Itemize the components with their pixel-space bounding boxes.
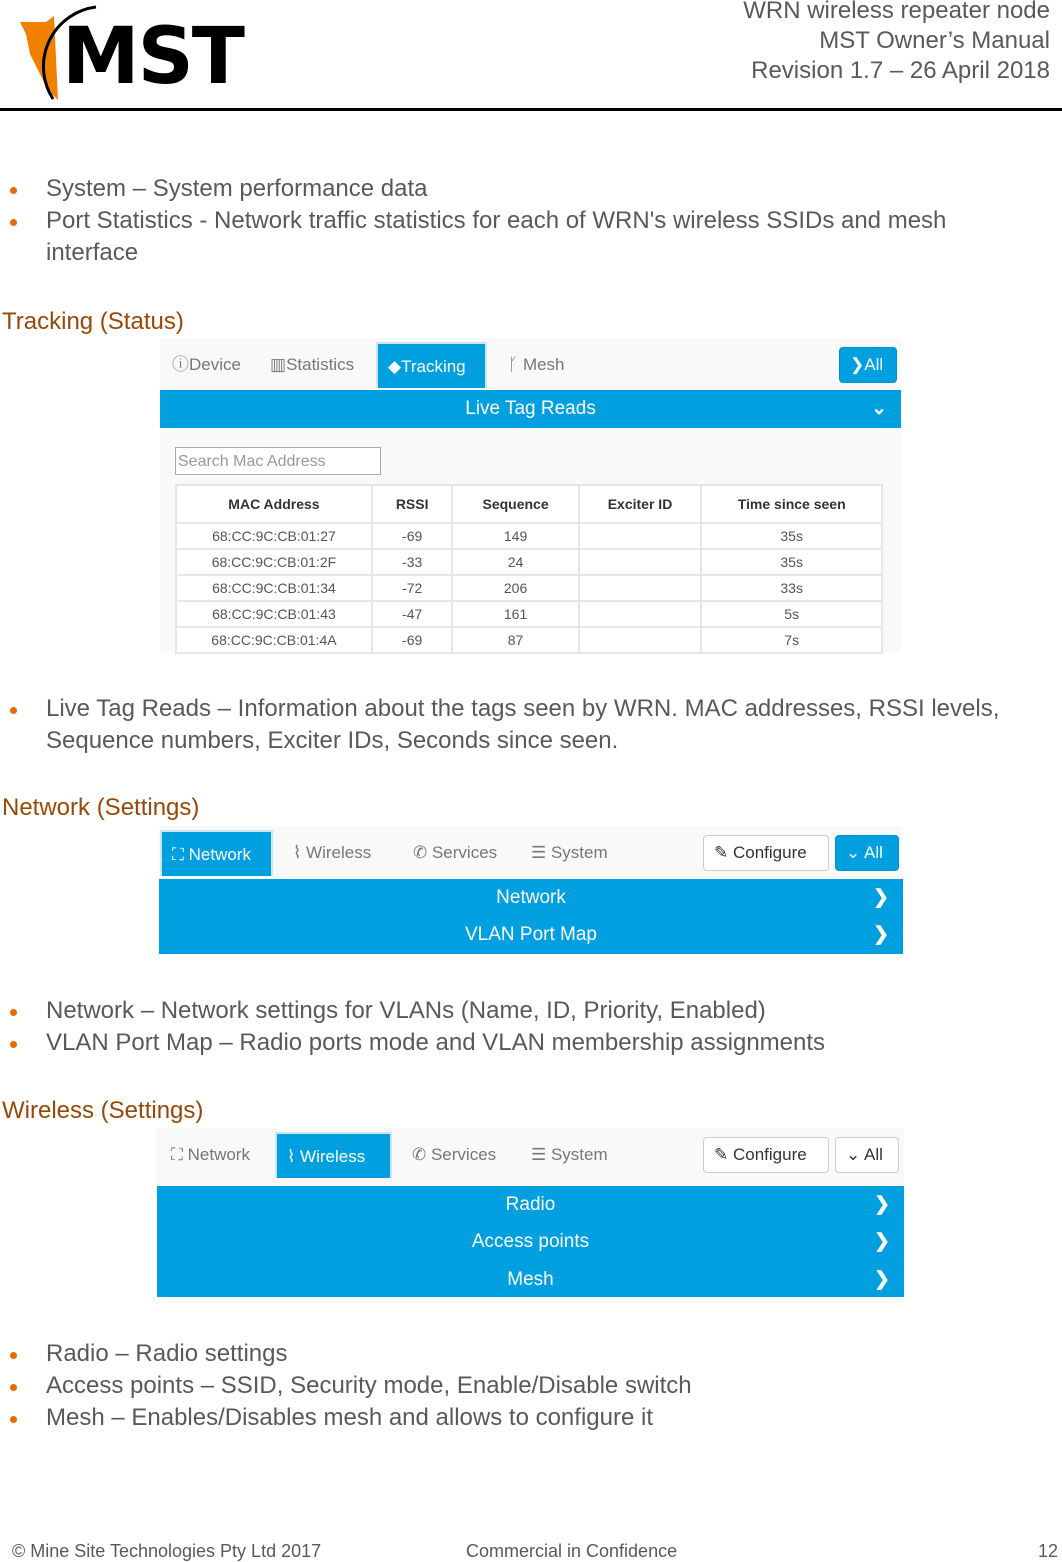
section-heading: Network (Settings) — [2, 794, 200, 821]
list-item: VLAN Port Map – Radio ports mode and VLAN membership assignments — [0, 1027, 1050, 1059]
table-cell: 33s — [701, 575, 882, 601]
table-row — [176, 523, 882, 549]
sitemap-icon: ⛶ — [172, 845, 189, 864]
section-heading: Tracking (Status) — [2, 308, 184, 335]
wireless-screenshot — [157, 1128, 904, 1297]
button-label: All — [864, 355, 884, 374]
bullet-list — [0, 173, 1050, 269]
rss-icon: ⌇ — [287, 1147, 301, 1166]
panel-vlan-port-map[interactable] — [159, 916, 903, 954]
section-heading: Wireless (Settings) — [2, 1097, 204, 1124]
header-revision: Revision 1.7 – 26 April 2018 — [751, 57, 1050, 84]
header-title: WRN wireless repeater node — [743, 0, 1050, 24]
tab-label: Services — [431, 843, 498, 862]
table-cell — [579, 575, 702, 601]
chevron-right-icon: ❯ — [873, 887, 889, 908]
tab-statistics[interactable] — [260, 342, 364, 388]
panel-title: Live Tag Reads — [465, 398, 596, 419]
phone-icon: ✆ — [412, 1145, 431, 1164]
page-number: 12 — [1037, 1541, 1058, 1561]
tab-label: Device — [189, 355, 241, 374]
table-cell: -69 — [372, 627, 453, 653]
tab-tracking[interactable] — [376, 342, 487, 388]
tab-label: Services — [430, 1145, 497, 1164]
tab-wireless[interactable] — [275, 1132, 392, 1178]
tab-label: Statistics — [286, 355, 355, 374]
tab-system[interactable] — [521, 1132, 618, 1178]
column-header[interactable]: Exciter ID — [579, 485, 702, 523]
tab-label: Tracking — [401, 357, 466, 376]
panel-radio[interactable] — [157, 1186, 904, 1224]
table-row — [176, 575, 882, 601]
chevron-right-icon: ❯ — [874, 1231, 890, 1252]
all-button[interactable] — [835, 1137, 899, 1173]
table-cell: 7s — [701, 627, 882, 653]
tab-system[interactable] — [521, 830, 618, 876]
table-cell: 68:CC:9C:CB:01:34 — [176, 575, 372, 601]
tab-device[interactable] — [162, 342, 251, 388]
tab-label: Network — [188, 845, 251, 864]
edit-icon: ✎ — [714, 843, 733, 862]
column-header[interactable]: MAC Address — [176, 485, 372, 523]
table-row — [176, 627, 882, 653]
server-icon: ☰ — [531, 843, 551, 862]
table-cell: 149 — [452, 523, 578, 549]
table-cell: -47 — [372, 601, 453, 627]
tag-icon: ◆ — [388, 357, 402, 376]
tab-network[interactable] — [161, 1132, 260, 1178]
panel-title: VLAN Port Map — [465, 924, 597, 945]
info-icon: ⓘ — [172, 355, 189, 374]
footer-copyright: © Mine Site Technologies Pty Ltd 2017 — [12, 1541, 322, 1561]
network-screenshot — [159, 826, 903, 953]
search-mac-input[interactable]: Search Mac Address — [175, 447, 381, 475]
chevron-down-icon: ⌄ — [846, 1145, 865, 1164]
table-cell: 35s — [701, 549, 882, 575]
logo-text: MST — [62, 12, 244, 102]
bullet-list — [0, 1338, 1050, 1434]
list-item: System – System performance data — [0, 173, 1050, 205]
chevron-down-icon: ⌄ — [871, 398, 887, 419]
fork-icon: ᚴ — [508, 355, 523, 374]
table-cell: 24 — [452, 549, 578, 575]
tab-label: Wireless — [300, 1147, 366, 1166]
tab-label: Network — [187, 1145, 250, 1164]
tab-wireless[interactable] — [283, 830, 381, 876]
panel-network[interactable] — [159, 879, 903, 917]
table-cell: 35s — [701, 523, 882, 549]
table-cell: -69 — [372, 523, 453, 549]
tab-services[interactable] — [402, 1132, 506, 1178]
list-item: Mesh – Enables/Disables mesh and allows to configure it — [0, 1402, 1050, 1434]
table-cell — [579, 549, 702, 575]
tab-label: System — [550, 1145, 608, 1164]
list-item: Access points – SSID, Security mode, Enable/Disable switch — [0, 1370, 1050, 1402]
table-cell: 68:CC:9C:CB:01:27 — [176, 523, 372, 549]
table-row — [176, 549, 882, 575]
phone-icon: ✆ — [413, 843, 432, 862]
table-cell: -33 — [372, 549, 453, 575]
table-cell — [579, 523, 702, 549]
tab-mesh[interactable] — [498, 342, 575, 388]
all-button[interactable] — [835, 835, 899, 871]
panel-live-tag-reads[interactable] — [160, 390, 901, 428]
rss-icon: ⌇ — [293, 843, 307, 862]
sitemap-icon: ⛶ — [171, 1145, 188, 1164]
tab-label: Mesh — [522, 355, 565, 374]
table-cell — [579, 601, 702, 627]
list-item: Live Tag Reads – Information about the tags seen by WRN. MAC addresses, RSSI levels, Sequence numbers, Exciter IDs, Seconds since seen. — [0, 693, 1050, 757]
footer-confidentiality: Commercial in Confidence — [466, 1541, 678, 1561]
panel-title: Mesh — [507, 1269, 554, 1290]
table-cell — [579, 627, 702, 653]
panel-title: Network — [496, 887, 566, 908]
table-row — [176, 601, 882, 627]
button-label: Configure — [732, 843, 807, 862]
table-cell: 87 — [452, 627, 578, 653]
panel-mesh[interactable] — [157, 1261, 904, 1297]
tag-table — [175, 484, 883, 654]
document-header — [743, 0, 1050, 86]
column-header[interactable]: RSSI — [372, 485, 453, 523]
server-icon: ☰ — [531, 1145, 551, 1164]
tracking-screenshot — [160, 338, 901, 652]
all-button[interactable] — [839, 347, 897, 383]
bullet-list — [0, 693, 1050, 757]
button-label: Configure — [732, 1145, 807, 1164]
bullet-list — [0, 995, 1050, 1059]
panel-title: Radio — [505, 1194, 556, 1215]
tab-label: Wireless — [306, 843, 372, 862]
chevron-right-icon: ❯ — [850, 355, 865, 374]
configure-button[interactable] — [703, 1137, 829, 1173]
header-subtitle: MST Owner’s Manual — [819, 27, 1050, 54]
chevron-right-icon: ❯ — [873, 924, 889, 945]
list-item: Radio – Radio settings — [0, 1338, 1050, 1370]
table-cell: 68:CC:9C:CB:01:43 — [176, 601, 372, 627]
table-cell: -72 — [372, 575, 453, 601]
tab-network[interactable] — [160, 830, 273, 876]
edit-icon: ✎ — [714, 1145, 733, 1164]
panel-access-points[interactable] — [157, 1223, 904, 1261]
button-label: All — [864, 843, 883, 862]
chevron-down-icon: ⌄ — [846, 843, 865, 862]
tab-label: System — [550, 843, 608, 862]
table-cell: 5s — [701, 601, 882, 627]
chart-icon: ▥ — [270, 355, 287, 374]
chevron-right-icon: ❯ — [874, 1194, 890, 1215]
list-item: Port Statistics - Network traffic statistics for each of WRN's wireless SSIDs and mesh interface — [0, 205, 1050, 269]
column-header[interactable]: Time since seen — [701, 485, 882, 523]
table-cell: 68:CC:9C:CB:01:4A — [176, 627, 372, 653]
list-item: Network – Network settings for VLANs (Name, ID, Priority, Enabled) — [0, 995, 1050, 1027]
table-cell: 68:CC:9C:CB:01:2F — [176, 549, 372, 575]
table-cell: 161 — [452, 601, 578, 627]
table-cell: 206 — [452, 575, 578, 601]
column-header[interactable]: Sequence — [452, 485, 578, 523]
configure-button[interactable] — [703, 835, 829, 871]
tab-services[interactable] — [403, 830, 507, 876]
button-label: All — [864, 1145, 883, 1164]
chevron-right-icon: ❯ — [874, 1269, 890, 1290]
header-rule — [0, 108, 1062, 111]
panel-title: Access points — [471, 1231, 590, 1252]
